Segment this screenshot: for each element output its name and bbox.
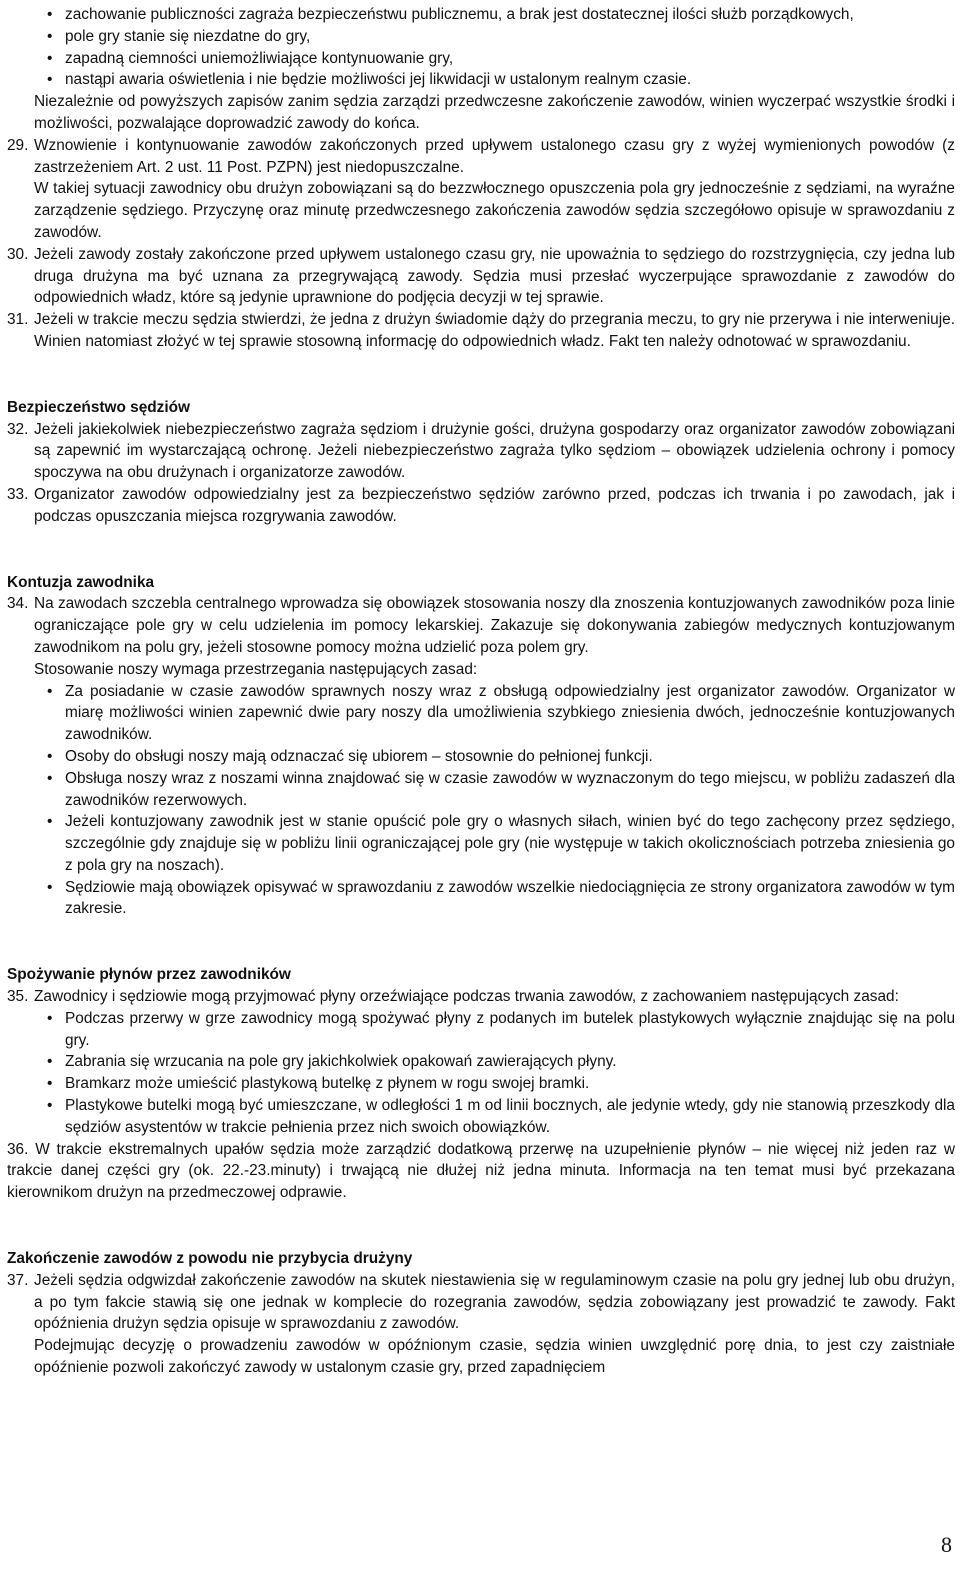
list-item: • Za posiadanie w czasie zawodów sprawnych noszy wraz z obsługą odpowiedzialny jest organizator zawodów. Organizator w miarę możliwości winien zapewnić dwie pary noszy dla umożliwienia szybkiego zniesienia dwóch, jednocześnie kontuzjowanych zawodników. <box>7 681 955 746</box>
paragraph-text: Organizator zawodów odpowiedzialny jest za bezpieczeństwo sędziów zarówno przed, podczas ich trwania i po zawodach, jak i podczas opuszczania miejsca rozgrywania zawodów. <box>34 485 955 525</box>
list-item: • Obsługa noszy wraz z noszami winna znajdować się w czasie zawodów w wyznaczonym do tego miejscu, w pobliżu zadaszeń dla zawodników rezerwowych. <box>7 768 955 812</box>
paragraph-34 <box>7 593 955 658</box>
document-body <box>7 4 955 1379</box>
list-item: • Sędziowie mają obowiązek opisywać w sprawozdaniu z zawodów wszelkie niedociągnięcia ze strony organizatora zawodów w tym zakresie. <box>7 877 955 921</box>
paragraph-37-b: Podejmując decyzję o prowadzeniu zawodów w opóźnionym czasie, sędzia winien uwzględnić porę dnia, to jest czy zaistniałe opóźnienie pozwoli zakończyć zawody w ustalonym czasie gry, przed zapadnięciem <box>34 1337 955 1377</box>
list-item: • zapadną ciemności uniemożliwiające kontynuowanie gry, <box>7 48 955 70</box>
list-item: • Plastykowe butelki mogą być umieszczane, w odległości 1 m od linii bocznych, ale jedynie wtedy, gdy nie stanowią przeszkody dla sędziów asystentów w trakcie pełnienia przez nich swoich obowiązków. <box>7 1095 955 1139</box>
paragraph-37 <box>7 1270 955 1335</box>
list-item: • pole gry stanie się niezdatne do gry, <box>7 26 955 48</box>
list-item: • Bramkarz może umieścić plastykową butelkę z płynem w rogu swojej bramki. <box>7 1073 955 1095</box>
paragraph-number: 37. <box>7 1271 29 1289</box>
list-item: • Zabrania się wrzucania na pole gry jakichkolwiek opakowań zawierających płyny. <box>7 1051 955 1073</box>
paragraph-number: 33. <box>7 485 29 503</box>
list-item: • zachowanie publiczności zagraża bezpieczeństwu publicznemu, a brak jest dostatecznej ilości służb porządkowych, <box>7 4 955 26</box>
paragraph-number: 30. <box>7 245 29 263</box>
list-item: • Osoby do obsługi noszy mają odznaczać się ubiorem – stosownie do pełnionej funkcji. <box>7 746 955 768</box>
paragraph-text: Jeżeli w trakcie meczu sędzia stwierdzi, że jedna z drużyn świadomie dąży do przegrania meczu, to gry nie przerywa i nie interweniuje. Winien natomiast złożyć w tej sprawie stosowną informację do odpowiednich władz. Fakt ten należy odnotować w sprawozdaniu. <box>34 311 955 350</box>
paragraph-text: Jeżeli zawody zostały zakończone przed upływem ustalonego czasu gry, nie upoważnia to sędziego do rozstrzygnięcia, czy jedna lub druga drużyna ma być uznana za przegrywającą zawody. Sędzia musi przesłać wyczerpujące sprawozdanie z zawodów do odpowiednich władz, które są jedynie uprawnione do podjęcia decyzji w tej sprawie. <box>34 245 955 307</box>
section-heading-player-injury: Kontuzja zawodnika <box>7 573 155 591</box>
paragraph-33 <box>7 484 955 528</box>
paragraph-29-b: W takiej sytuacji zawodnicy obu drużyn zobowiązani są do bezzwłocznego opuszczenia pola gry jednocześnie z sędziami, na wyraźne zarządzenie sędziego. Przyczynę oraz minutę przedwczesnego zakończenia zawodów sędzia szczegółowo opisuje w sprawozdaniu z zawodów. <box>34 180 955 241</box>
list-item: • nastąpi awaria oświetlenia i nie będzie możliwości jej likwidacji w ustalonym realnym czasie. <box>7 69 955 91</box>
list-item: • Podczas przerwy w grze zawodnicy mogą spożywać płyny z podanych im butelek plastykowych wyłącznie znajdując się na polu gry. <box>7 1008 955 1052</box>
paragraph-text: Wznowienie i kontynuowanie zawodów zakończonych przed upływem ustalonego czasu gry z wyżej wymienionych powodów (z zastrzeżeniem Art. 2 ust. 11 Post. PZPN) jest niedopuszczalne. <box>34 136 955 176</box>
paragraph-text: Jeżeli jakiekolwiek niebezpieczeństwo zagraża sędziom i drużynie gości, drużyna gospodarzy oraz organizator zawodów zobowiązani są zapewnić im wystarczającą ochronę. Jeżeli niebezpieczeństwo zagraża tylko sędziom – obowiązek udzielenia ochrony i pomocy spoczywa na obu drużynach i organizatorze zawodów. <box>34 420 955 482</box>
paragraph-number: 32. <box>7 420 29 438</box>
paragraph-number: 29. <box>7 136 29 154</box>
paragraph-35 <box>7 986 955 1008</box>
section-heading-team-absence: Zakończenie zawodów z powodu nie przybycia drużyny <box>7 1250 413 1268</box>
paragraph-number: 31. <box>7 311 29 329</box>
paragraph-text: Jeżeli sędzia odgwizdał zakończenie zawodów na skutek niestawienia się w regulaminowym czasie na polu gry jednej lub obu drużyn, a po tym fakcie stawią się one jednak w komplecie do rozegrania zawodów, sędzia zobowiązany jest prowadzić te zawody. Fakt opóźnienia drużyn sędzia opisuje w sprawozdaniu z zawodów. <box>34 1271 955 1333</box>
section-heading-fluids: Spożywanie płynów przez zawodników <box>7 966 291 984</box>
paragraph-31 <box>7 309 955 353</box>
paragraph-text: Zawodnicy i sędziowie mogą przyjmować płyny orzeźwiające podczas trwania zawodów, z zachowaniem następujących zasad: <box>34 988 899 1006</box>
paragraph-number: 34. <box>7 595 29 613</box>
page-number: 8 <box>941 1532 952 1557</box>
paragraph-36: 36. W trakcie ekstremalnych upałów sędzia może zarządzić dodatkową przerwę na uzupełnienie płynów – nie więcej niż jeden raz w trakcie danej części gry (ok. 22.-23.minuty) i trwającą nie dłużej niż jedna minuta. Informacja na ten temat musi być przekazana kierownikom drużyn na przedmeczowej odprawie. <box>7 1140 955 1202</box>
paragraph-30 <box>7 244 955 309</box>
paragraph-text: Na zawodach szczebla centralnego wprowadza się obowiązek stosowania noszy dla znoszenia kontuzjowanych zawodników poza linie ograniczające pole gry w celu udzielenia im pomocy lekarskiej. Zakazuje się dokonywania zabiegów medycznych kontuzjowanym zawodnikom na polu gry, jeżeli stosowne pomocy można udzielić poza polem gry. <box>34 595 955 656</box>
paragraph-29 <box>7 135 955 179</box>
paragraph-32 <box>7 419 955 484</box>
list-item: • Jeżeli kontuzjowany zawodnik jest w stanie opuścić pole gry o własnych siłach, winien być do tego zachęcony przez sędziego, szczególnie gdy znajduje się w pobliżu linii ograniczającej pole gry (nie występuje w takich okolicznościach potrzeba zniesienia go z pola gry na noszach). <box>7 811 955 876</box>
paragraph-28-continuation: Niezależnie od powyższych zapisów zanim sędzia zarządzi przedwczesne zakończenie zawodów, winien wyczerpać wszystkie środki i możliwości, pozwalające doprowadzić zawody do końca. <box>34 93 955 132</box>
section-heading-referee-safety: Bezpieczeństwo sędziów <box>7 398 191 416</box>
paragraph-34-b: Stosowanie noszy wymaga przestrzegania następujących zasad: <box>34 660 478 678</box>
paragraph-number: 35. <box>7 988 29 1006</box>
